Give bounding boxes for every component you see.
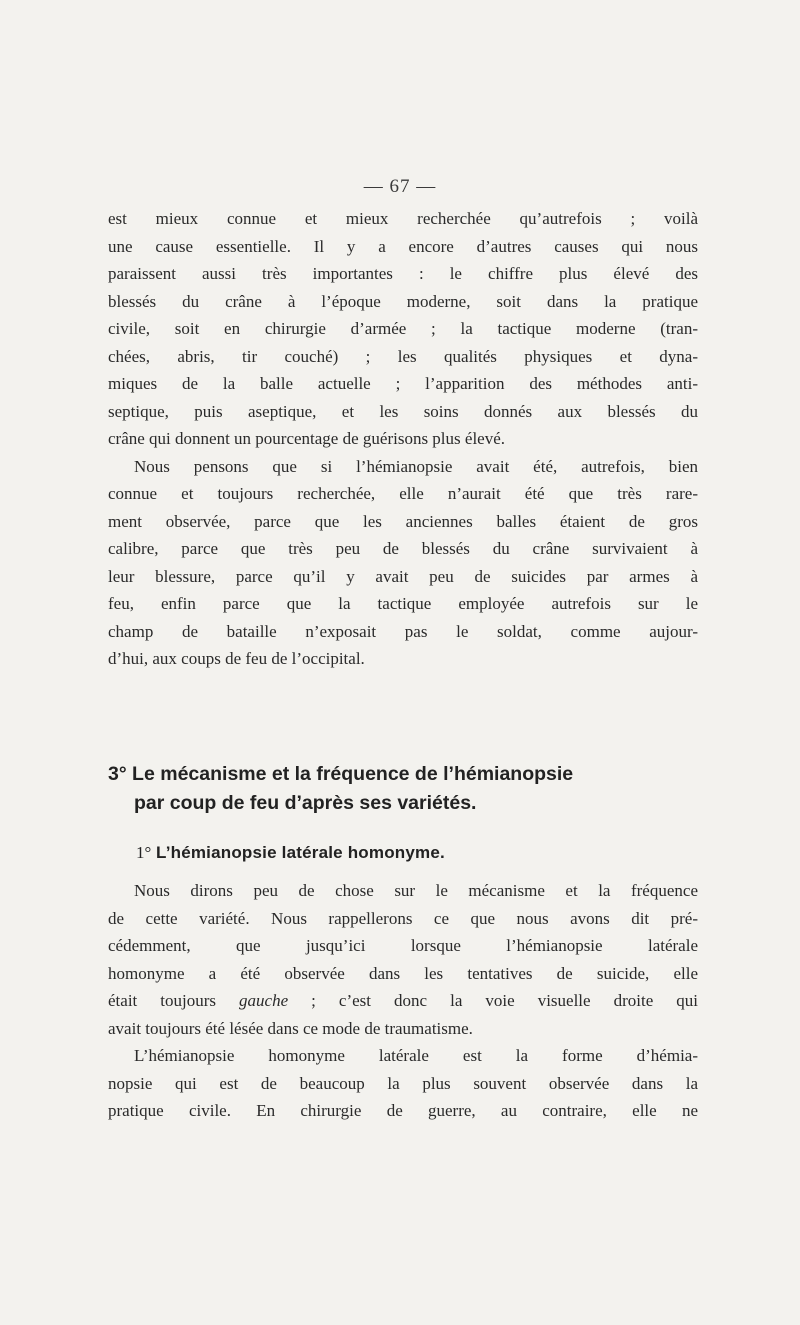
text-line: connue et toujours recherchée, elle n’aurait été que très rare- bbox=[108, 484, 698, 503]
text-line: blessés du crâne à l’époque moderne, soit dans la pratique bbox=[108, 291, 698, 311]
text-line: d’hui, aux coups de feu de l’occipital. bbox=[108, 649, 365, 668]
text-line: feu, enfin parce que la tactique employée autrefois sur le bbox=[108, 594, 698, 613]
text-line: homonyme a été observée dans les tentatives de suicide, elle bbox=[108, 963, 698, 983]
text-line: Nous pensons que si l’hémianopsie avait été, autrefois, bien bbox=[134, 456, 698, 476]
text-line: miques de la balle actuelle ; l’apparition des méthodes anti- bbox=[108, 374, 698, 393]
subsection-heading bbox=[136, 843, 445, 863]
text-line: ment observée, parce que les anciennes balles étaient de gros bbox=[108, 511, 698, 531]
text-line: Nous dirons peu de chose sur le mécanisme et la fréquence bbox=[134, 881, 698, 900]
subsection-number: 1° bbox=[136, 843, 152, 862]
text-line: de cette variété. Nous rappellerons ce que nous avons dit pré- bbox=[108, 908, 698, 928]
text-line: champ de bataille n’exposait pas le soldat, comme aujour- bbox=[108, 621, 698, 641]
text-block-upper bbox=[108, 205, 698, 673]
text-line: cédemment, que jusqu’ici lorsque l’hémianopsie latérale bbox=[108, 936, 698, 955]
subsection-title: L’hémianopsie latérale homonyme. bbox=[156, 843, 445, 862]
page-number: — 67 — bbox=[363, 176, 437, 197]
section-heading bbox=[108, 760, 700, 818]
text-line: est mieux connue et mieux recherchée qu’autrefois ; voilà bbox=[108, 209, 698, 228]
text-line bbox=[108, 987, 698, 1015]
text-line: pratique civile. En chirurgie de guerre, au contraire, elle ne bbox=[108, 1101, 698, 1120]
text-line: L’hémianopsie homonyme latérale est la forme d’hémia- bbox=[134, 1046, 698, 1065]
text-line: avait toujours été lésée dans ce mode de traumatisme. bbox=[108, 1018, 473, 1038]
text-fragment: était toujours bbox=[108, 991, 240, 1010]
text-line: calibre, parce que très peu de blessés du crâne survivaient à bbox=[108, 539, 698, 558]
text-line: paraissent aussi très importantes : le chiffre plus élevé des bbox=[108, 264, 698, 283]
text-line: nopsie qui est de beaucoup la plus souvent observée dans la bbox=[108, 1073, 698, 1093]
text-block-lower bbox=[108, 877, 698, 1125]
text-line: chées, abris, tir couché) ; les qualités physiques et dyna- bbox=[108, 346, 698, 366]
section-heading-line: 3° Le mécanisme et la fréquence de l’hémianopsie bbox=[108, 763, 574, 785]
text-fragment: ; c’est donc la voie visuelle droite qui bbox=[288, 991, 699, 1010]
emphasis-text: gauche bbox=[239, 991, 289, 1010]
text-line: septique, puis aseptique, et les soins donnés aux blessés du bbox=[108, 401, 698, 421]
text-line: civile, soit en chirurgie d’armée ; la tactique moderne (tran- bbox=[108, 319, 698, 338]
text-line: crâne qui donnent un pourcentage de guérisons plus élevé. bbox=[108, 429, 506, 448]
section-heading-line: par coup de feu d’après ses variétés. bbox=[134, 792, 477, 814]
text-line: une cause essentielle. Il y a encore d’autres causes qui nous bbox=[108, 236, 698, 256]
text-line: leur blessure, parce qu’il y avait peu de suicides par armes à bbox=[108, 566, 698, 586]
